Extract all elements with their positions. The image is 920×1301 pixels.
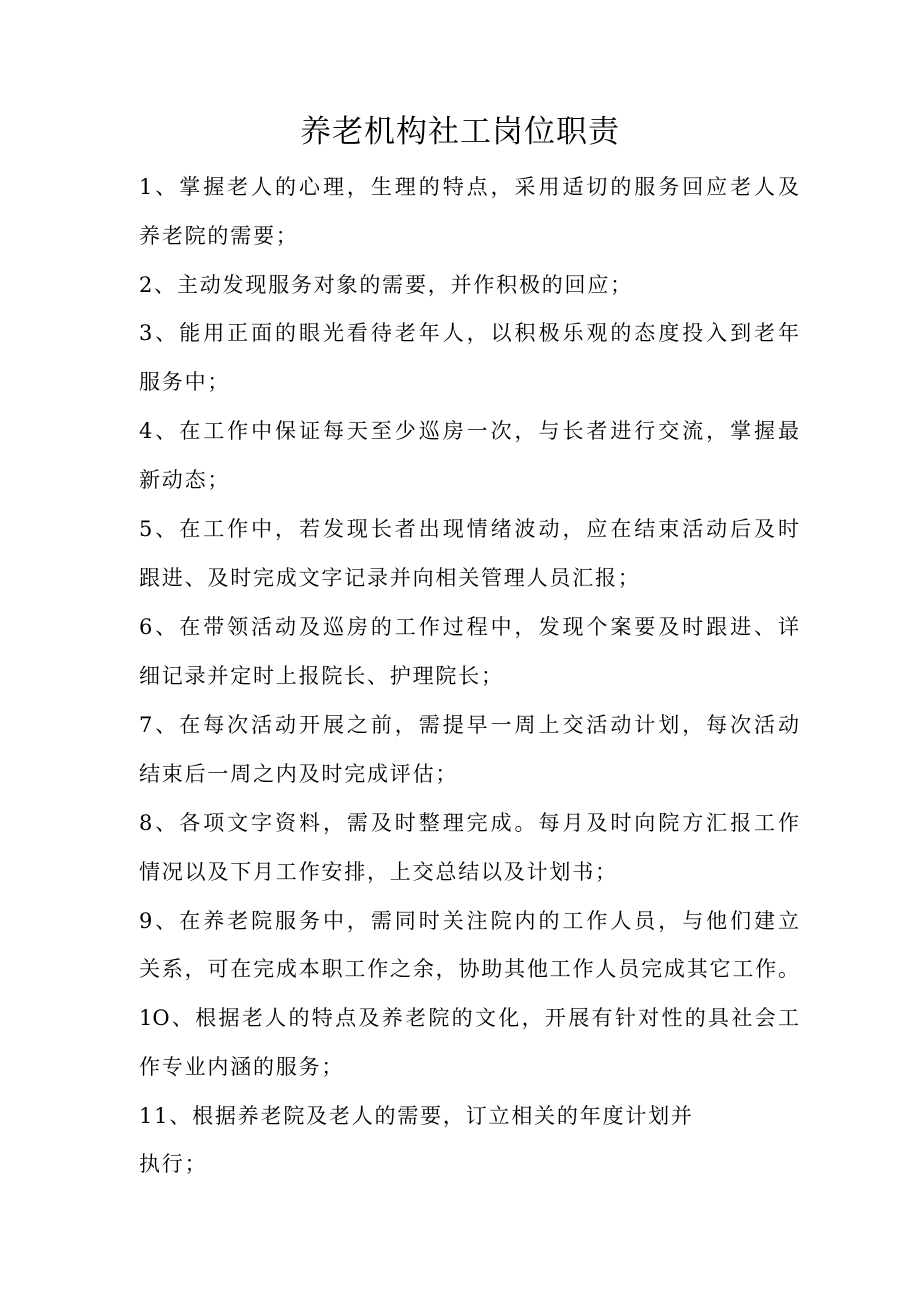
item-3-line-1: 3、能用正面的眼光看待老年人，以积极乐观的态度投入到老年 [139,321,799,345]
item-9-line-2: 关系，可在完成本职工作之余，协助其他工作人员完成其它工作。 [139,957,799,981]
item-7-line-2: 结束后一周之内及时完成评估； [139,762,459,786]
item-9-line-1: 9、在养老院服务中，需同时关注院内的工作人员，与他们建立 [139,909,799,933]
item-4-line-2: 新动态； [139,468,231,492]
item-3-line-2: 服务中； [139,370,231,394]
item-11-line-2: 执行； [139,1152,208,1176]
item-8-line-1: 8、各项文字资料，需及时整理完成。每月及时向院方汇报工作 [139,811,799,835]
item-5-line-1: 5、在工作中，若发现长者出现情绪波动，应在结束活动后及时 [139,517,799,541]
document-title: 养老机构社工岗位职责 [300,114,620,150]
item-1-line-1: 1、掌握老人的心理，生理的特点，采用适切的服务回应老人及 [139,175,799,199]
item-11-line-1: 11、根据养老院及老人的需要，订立相关的年度计划并 [139,1104,694,1128]
item-10-line-2: 作专业内涵的服务； [139,1055,345,1079]
item-10-line-1: 1O、根据老人的特点及养老院的文化，开展有针对性的具社会工 [139,1006,799,1030]
item-2-line-1: 2、主动发现服务对象的需要，并作积极的回应； [139,273,633,297]
item-4-line-1: 4、在工作中保证每天至少巡房一次，与长者进行交流，掌握最 [139,419,799,443]
item-8-line-2: 情况以及下月工作安排，上交总结以及计划书； [139,860,618,884]
item-5-line-2: 跟进、及时完成文字记录并向相关管理人员汇报； [139,566,641,590]
item-6-line-2: 细记录并定时上报院长、护理院长； [139,664,504,688]
item-1-line-2: 养老院的需要； [139,224,299,248]
item-7-line-1: 7、在每次活动开展之前，需提早一周上交活动计划，每次活动 [139,713,799,737]
item-6-line-1: 6、在带领活动及巡房的工作过程中，发现个案要及时跟进、详 [139,615,799,639]
